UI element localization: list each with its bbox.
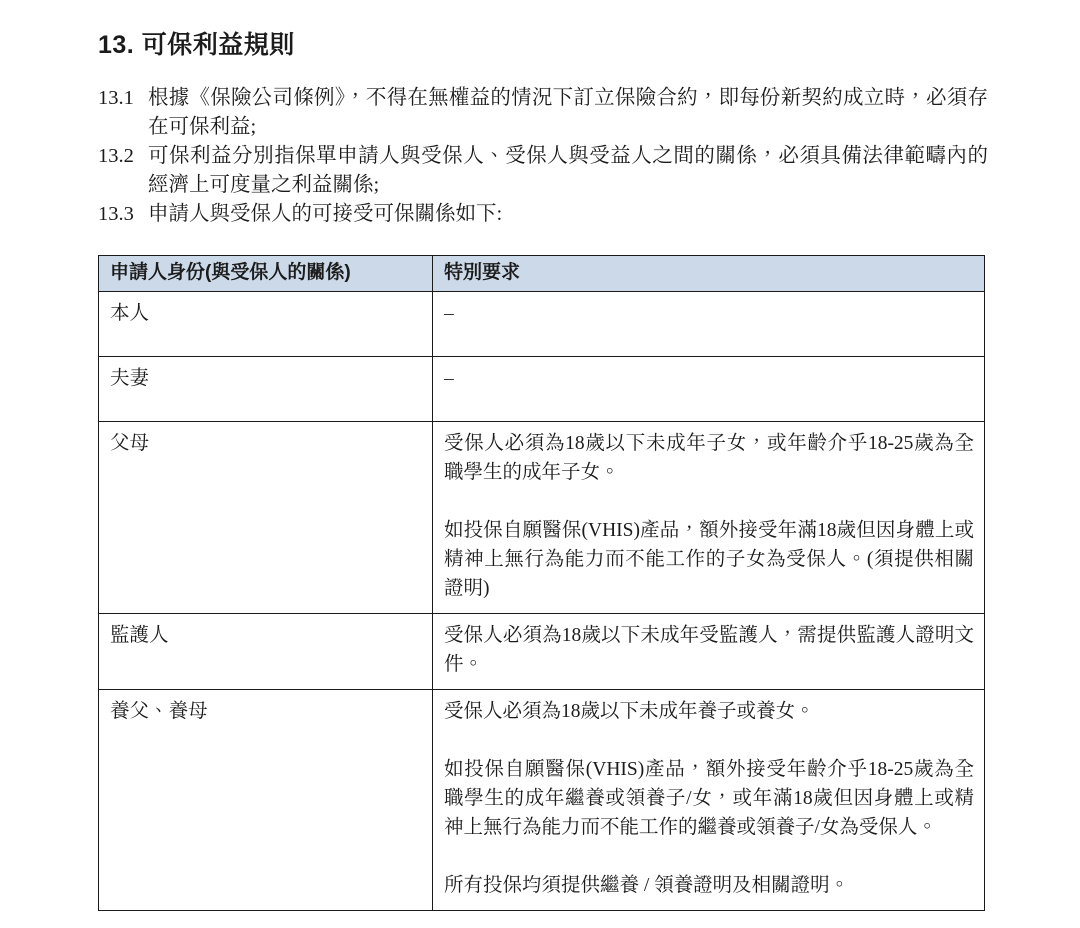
cell-requirements (433, 690, 985, 911)
column-header-requirements: 特別要求 (433, 256, 985, 292)
clause-number: 13.1 (98, 87, 134, 109)
requirement-paragraph: 受保人必須為18歲以下未成年子女，或年齡介乎18-25歲為全職學生的成年子女。 (444, 433, 974, 483)
page-title: 13. 可保利益規則 (98, 30, 295, 59)
table-body (99, 292, 985, 911)
requirement-paragraph: 受保人必須為18歲以下未成年養子或養女。 (444, 701, 815, 722)
requirement-paragraph: 如投保自願醫保(VHIS)產品，額外接受年滿18歲但因身體上或精神上無行為能力而不能工作的子女為受保人。(須提供相關證明) (444, 520, 974, 599)
requirement-paragraph: 所有投保均須提供繼養 / 領養證明及相關證明。 (444, 875, 850, 896)
requirement-paragraph: 如投保自願醫保(VHIS)產品，額外接受年齡介乎18-25歲為全職學生的成年繼養或領養子/女，或年滿18歲但因身體上或精神上無行為能力而不能工作的繼養或領養子/女為受保人。 (444, 759, 974, 838)
table-row (99, 690, 985, 911)
requirement-paragraph: – (444, 368, 454, 389)
column-header-relation: 申請人身份(與受保人的關係) (99, 256, 433, 292)
cell-relation: 監護人 (99, 614, 433, 690)
cell-relation: 本人 (99, 292, 433, 357)
table-header-row (99, 256, 985, 292)
clause-text: 根據《保險公司條例》，不得在無權益的情況下訂立保險合約，即每份新契約成立時，必須存在可保利益; (148, 87, 988, 138)
clause-item (98, 200, 988, 229)
insurable-interest-table (98, 255, 985, 911)
table-header (99, 256, 985, 292)
clause-item (98, 84, 988, 142)
cell-requirements (433, 292, 985, 357)
clause-list (98, 84, 988, 229)
table-row (99, 357, 985, 422)
clause-text: 申請人與受保人的可接受可保關係如下: (148, 203, 503, 225)
requirement-paragraph: 受保人必須為18歲以下未成年受監護人，需提供監護人證明文件。 (444, 625, 974, 675)
clause-text: 可保利益分別指保單申請人與受保人、受保人與受益人之間的關係，必須具備法律範疇內的經濟上可度量之利益關係; (148, 145, 988, 196)
cell-requirements (433, 422, 985, 614)
clause-number: 13.3 (98, 203, 134, 225)
cell-requirements (433, 614, 985, 690)
table-row (99, 614, 985, 690)
table-row (99, 292, 985, 357)
cell-relation: 夫妻 (99, 357, 433, 422)
clause-number: 13.2 (98, 145, 134, 167)
cell-relation: 養父、養母 (99, 690, 433, 911)
requirement-paragraph: – (444, 303, 454, 324)
table-row (99, 422, 985, 614)
cell-relation: 父母 (99, 422, 433, 614)
clause-item (98, 142, 988, 200)
cell-requirements (433, 357, 985, 422)
